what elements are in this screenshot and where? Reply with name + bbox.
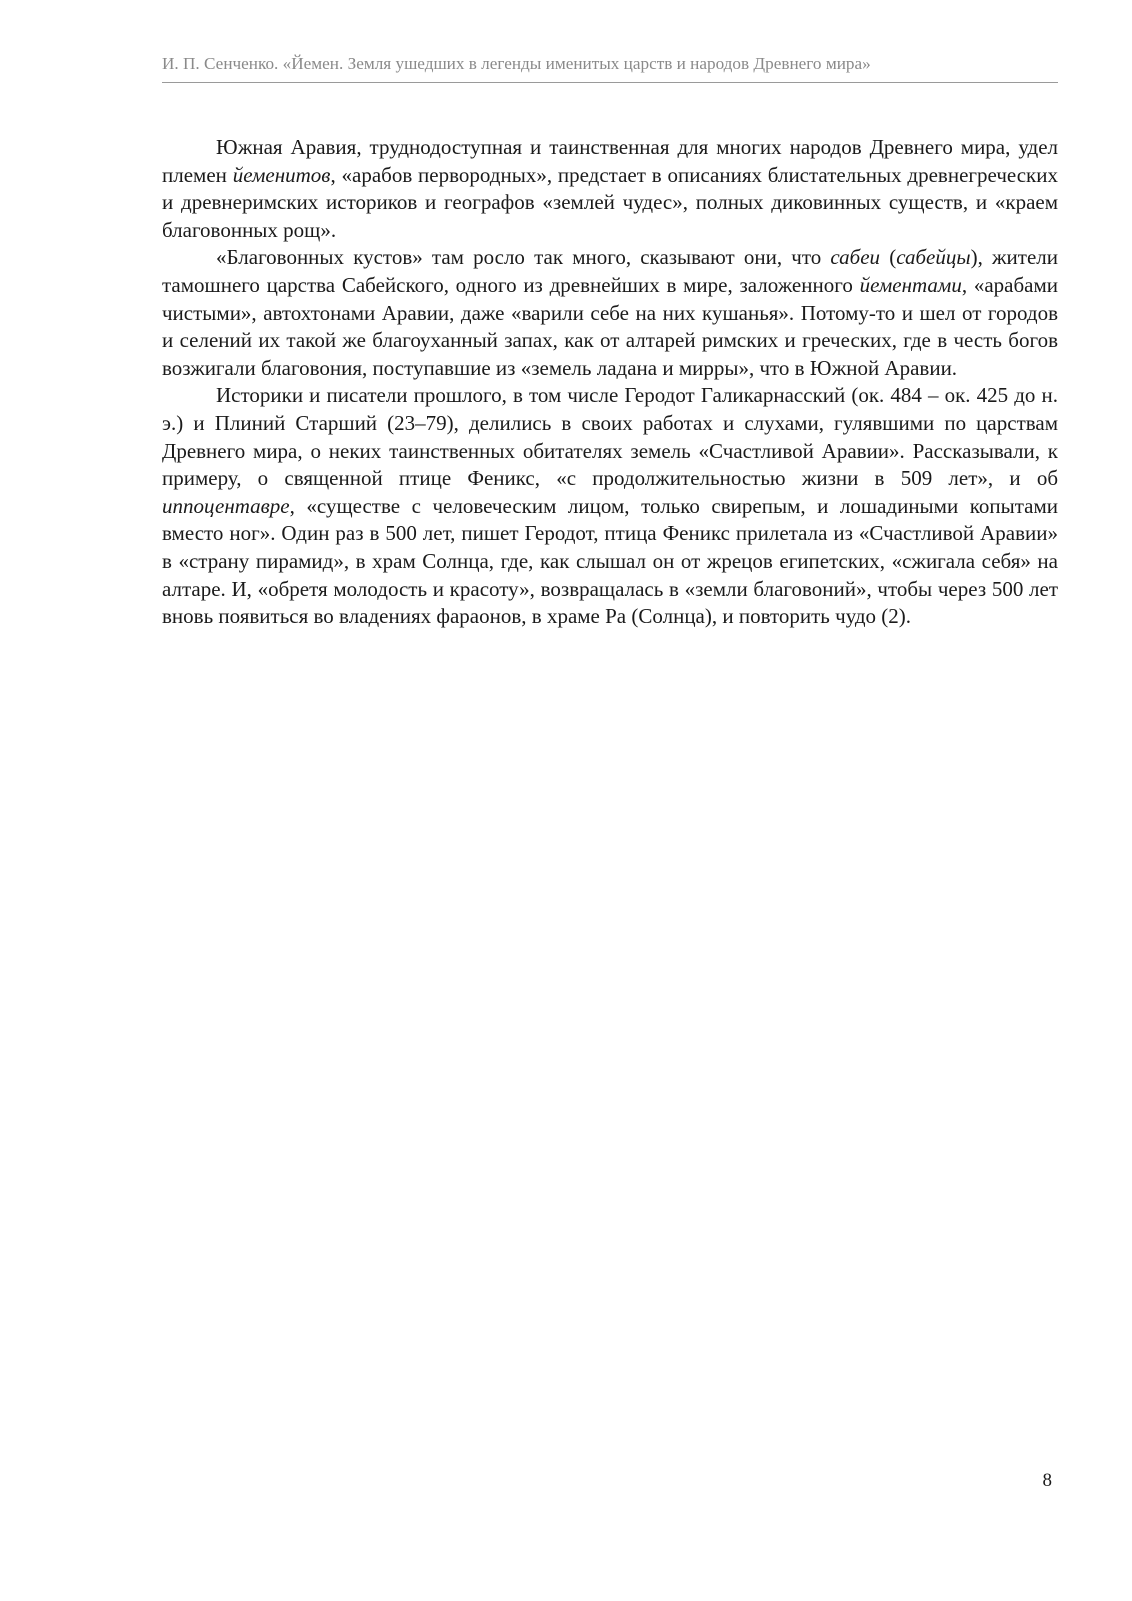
text-run: ), жители тамошнего царства Сабейского, одного из древнейших в мире, заложенного xyxy=(162,245,1058,297)
paragraph-1 xyxy=(162,134,1058,244)
running-header-title: И. П. Сенченко. «Йемен. Земля ушедших в легенды именитых царств и народов Древнего мира» xyxy=(162,54,871,73)
italic-term: йементами xyxy=(859,272,962,297)
running-header xyxy=(162,52,1058,83)
text-run: Южная Аравия, труднодоступная и таинственная для многих народов Древнего мира, удел племен xyxy=(162,135,1058,187)
paragraph-2 xyxy=(162,244,1058,382)
text-run: , «арабами чистыми», автохтонами Аравии, даже «варили себе на них кушанья». Потому-то и шел от городов и селений их такой же благоуханный запах, как от алтарей римских и греческих, где в честь богов возжигали благовония, поступавшие из «земель ладана и мирры», что в Южной Аравии. xyxy=(162,272,1058,380)
text-run: Историки и писатели прошлого, в том числе Геродот Галикарнасский (ок. 484 – ок. 425 до н. э.) и Плиний Старший (23–79), делились в своих работах и слухами, гулявшими по царствам Древнего мира, о неких таинственных обитателях земель «Счастливой Аравии». Рассказывали, к примеру, о священной птице Феникс, «с продолжительностью жизни в 509 лет», и об xyxy=(162,383,1058,491)
paragraph-3 xyxy=(162,382,1058,630)
page-number: 8 xyxy=(1042,1470,1052,1491)
text-run: , «существе с человеческим лицом, только свирепым, и лошадиными копытами вместо ног». Один раз в 500 лет, пишет Геродот, птица Феникс прилетала из «Счастливой Аравии» в «страну пирамид», в храм Солнца, где, как слышал он от жрецов египетских, «сжигала себя» на алтаре. И, «обретя молодость и красоту», возвращалась в «земли благовоний», чтобы через 500 лет вновь появиться во владениях фараонов, в храме Ра (Солнца), и повторить чудо (2). xyxy=(162,493,1058,629)
italic-term: сабеи xyxy=(830,245,881,270)
italic-term: йеменитов xyxy=(232,162,331,187)
text-run: «Благовонных кустов» там росло так много, сказывают они, что xyxy=(216,245,831,270)
main-text xyxy=(162,134,1058,631)
text-run: , «арабов первородных», предстает в описаниях блистательных древнегреческих и древнеримских историков и географов «землей чудес», полных диковинных существ, и «краем благовонных рощ». xyxy=(162,162,1058,242)
italic-term: иппоцентавре xyxy=(162,493,290,518)
text-run: ( xyxy=(880,245,897,270)
italic-term: сабейцы xyxy=(896,245,971,270)
